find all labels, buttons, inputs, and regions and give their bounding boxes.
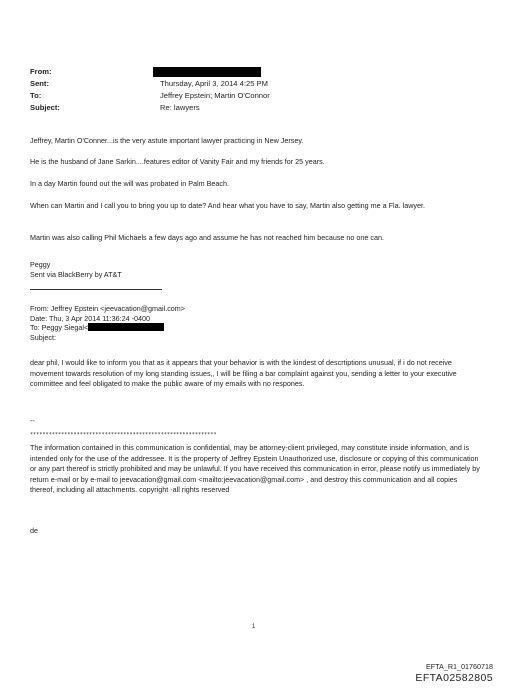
page-number: 1	[252, 624, 256, 630]
to-label: To:	[30, 91, 42, 100]
from-label: From:	[30, 67, 52, 76]
sent-value: Thursday, April 3, 2014 4:25 PM	[160, 79, 268, 88]
body-paragraph-3: In a day Martin found out the will was probated in Palm Beach.	[30, 179, 229, 188]
signature-name: Peggy	[30, 260, 51, 269]
subject-value: Re: lawyers	[160, 103, 200, 112]
body-paragraph-4: When can Martin and I call you to bring you up to date? And hear what you have to say, Martin also getting me a Fla. lawyer.	[30, 201, 425, 210]
closing-initials: de	[30, 526, 38, 535]
subject-label: Subject:	[30, 103, 60, 112]
asterisk-divider: ************************************************************	[30, 432, 217, 438]
email-header	[30, 66, 470, 114]
signature-divider	[30, 289, 162, 290]
header-row-to	[30, 90, 470, 102]
bates-stamp-secondary: EFTA02582805	[415, 672, 493, 684]
quoted-date: Date: Thu, 3 Apr 2014 11:36:24 -0400	[30, 313, 151, 323]
bates-stamp-primary: EFTA_R1_01760718	[426, 662, 493, 671]
body-paragraph-2: He is the husband of Jane Sarkin....features editor of Vanity Fair and my friends for 25 years.	[30, 157, 325, 166]
quoted-to	[30, 323, 330, 333]
redaction-box	[153, 67, 261, 77]
quoted-message-header	[30, 304, 330, 342]
header-row-sent	[30, 78, 470, 90]
body-paragraph-5: Martin was also calling Phil Michaels a few days ago and assume he has not reached him because no one can.	[30, 233, 384, 242]
quoted-to-text: To: Peggy Siegal<	[30, 323, 89, 333]
header-row-subject	[30, 102, 470, 114]
signature-device: Sent via BlackBerry by AT&T	[30, 270, 122, 279]
sent-label: Sent:	[30, 79, 49, 88]
quoted-subject: Subject:	[30, 332, 56, 342]
disclaimer-text: The information contained in this communication is confidential, may be attorney-client privileged, may constitute inside information, and is intended only for the use of the addressee. It is the property of Jeffrey Epstein Unauthorized use, disclosure or copying of this communication or any part thereof is strictly prohibited and may be unlawful. If you have received this communication in error, please notify us immediately by return e-mail or by e-mail to jeevacation@gmail.com <mailto:jeevacation@gmail.com> , and destroy this communication and all copies thereof, including all attachments. copyright -all rights reserved	[30, 443, 480, 494]
to-value: Jeffrey Epstein; Martin O'Connor	[160, 91, 270, 100]
header-row-from	[30, 66, 470, 78]
signature-separator: --	[30, 416, 35, 425]
body-paragraph-1: Jeffrey, Martin O'Conner...is the very astute important lawyer practicing in New Jersey.	[30, 136, 304, 145]
redaction-box	[88, 323, 164, 331]
quoted-message-text: dear phil, I would like to inform you that as it appears that your behavior is with the kindest of descrtiptions unusual, if i do not receive movement towards resolution of my long standing issues,, I will be filing a bar complaint against you, sending a letter to your executive committee and feel obligated to make the public aware of my emails with no respones.	[30, 358, 457, 388]
quoted-from: From: Jeffrey Epstein <jeevacation@gmail.com>	[30, 304, 185, 313]
